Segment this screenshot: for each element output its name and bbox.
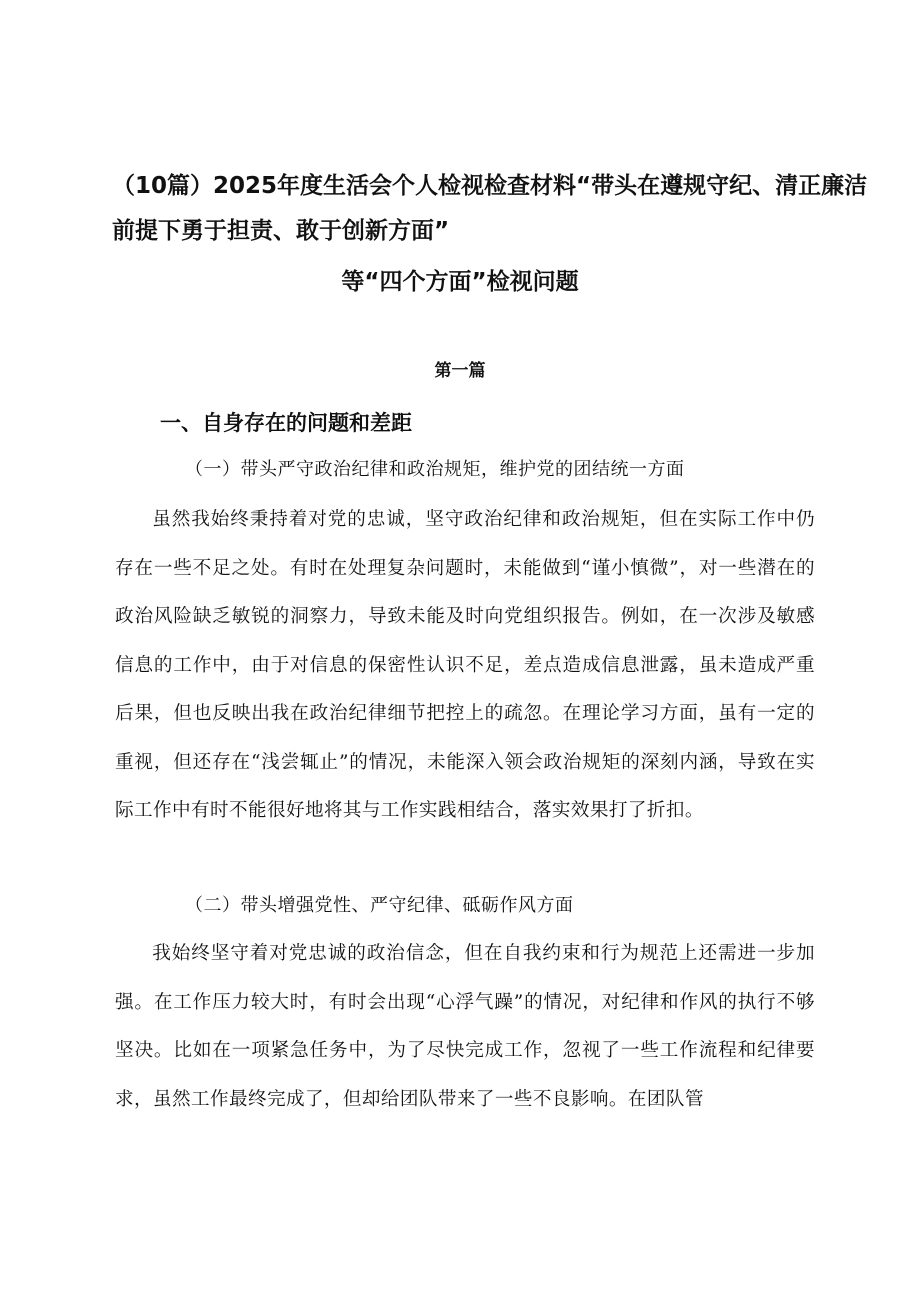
document-title-line-1: （10篇）2025年度生活会个人检视检查材料“带头在遵规守纪、清正廉洁 [112, 173, 868, 199]
subsection-heading-1: （一）带头严守政治纪律和政治规矩，维护党的团结统一方面 [185, 459, 685, 480]
body-paragraph-2: 我始终坚守着对党忠诚的政治信念，但在自我约束和行为规范上还需进一步加强。在工作压力较大时，有时会出现“心浮气躁”的情况，对纪律和作风的执行不够坚决。比如在一项紧急任务中，为了尽快完成工作，忽视了一些工作流程和纪律要求，虽然工作最终完成了，但却给团队带来了一些不良影响。在团队管 [115, 943, 815, 1110]
section-heading: 一、自身存在的问题和差距 [160, 411, 412, 435]
document-title-line-2: 前提下勇于担责、敢于创新方面” [112, 218, 450, 244]
chapter-heading: 第一篇 [434, 361, 486, 381]
subsection-heading-2: （二）带头增强党性、严守纪律、砥砺作风方面 [185, 895, 574, 916]
document-title-line-3: 等“四个方面”检视问题 [341, 269, 579, 295]
body-paragraph-1: 虽然我始终秉持着对党的忠诚，坚守政治纪律和政治规矩，但在实际工作中仍存在一些不足之处。有时在处理复杂问题时，未能做到“谨小慎微”，对一些潜在的政治风险缺乏敏锐的洞察力，导致未能及时向党组织报告。例如，在一次涉及敏感信息的工作中，由于对信息的保密性认识不足，差点造成信息泄露，虽未造成严重后果，但也反映出我在政治纪律细节把控上的疏忽。在理论学习方面，虽有一定的重视，但还存在“浅尝辄止”的情况，未能深入领会政治规矩的深刻内涵，导致在实际工作中有时不能很好地将其与工作实践相结合，落实效果打了折扣。 [115, 509, 815, 821]
